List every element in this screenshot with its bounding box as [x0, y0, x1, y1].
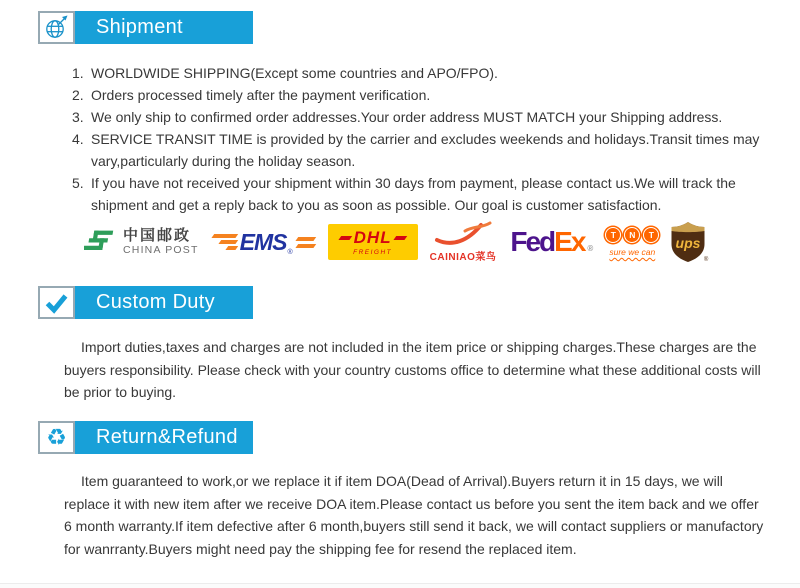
list-text: SERVICE TRANSIT TIME is provided by the carrier and excludes weekends and holidays.Transit times may vary,particularly during the holiday season.	[91, 131, 760, 169]
globe-arrow-icon	[43, 14, 70, 41]
fedex-fed-wordmark: Fed	[510, 226, 555, 257]
tnt-letter: T	[643, 227, 659, 243]
list-item	[72, 84, 772, 106]
shipment-icon-box	[38, 11, 75, 44]
carrier-logo-tnt	[605, 227, 659, 257]
list-text: If you have not received your shipment within 30 days from payment, please contact us.We will track the shipment and get a reply back to you as soon as possible. Our goal is customer satisfaction.	[91, 175, 736, 213]
list-number: 4.	[72, 131, 84, 147]
svg-text:ups: ups	[675, 235, 701, 251]
carrier-logo-ups	[670, 221, 709, 263]
tnt-letter: N	[624, 227, 640, 243]
custom-duty-icon-box	[38, 286, 75, 319]
section-title-custom-duty: Custom Duty	[75, 286, 253, 319]
fedex-registered-mark: ®	[587, 244, 594, 253]
list-item	[72, 106, 772, 128]
list-text: Orders processed timely after the payment verification.	[91, 87, 431, 103]
dhl-wordmark: DHL	[353, 228, 392, 247]
carrier-logo-ems	[213, 229, 315, 256]
ems-speed-lines-right-icon	[297, 237, 315, 248]
custom-duty-paragraph: Import duties,taxes and charges are not included in the item price or shipping charges.These charges are the buyers responsibility. Please check with your country customs office to determine what these additional costs will be prior to buying.	[64, 339, 761, 400]
shipment-section-header	[38, 11, 253, 44]
carrier-logo-row	[84, 214, 709, 270]
tnt-letter: T	[605, 227, 621, 243]
carrier-logo-fedex	[510, 226, 593, 258]
list-text: WORLDWIDE SHIPPING(Except some countries and APO/FPO).	[91, 65, 498, 81]
bottom-divider	[0, 583, 800, 588]
china-post-name-cn: 中国邮政	[123, 227, 192, 245]
ems-registered-mark: ®	[287, 248, 293, 256]
list-text: We only ship to confirmed order addresses.Your order address MUST MATCH your Shipping address.	[91, 109, 723, 125]
ups-shield-icon	[670, 221, 709, 263]
carrier-logo-china-post	[84, 225, 199, 259]
carrier-logo-dhl	[328, 224, 418, 260]
fedex-ex-wordmark: Ex	[554, 226, 585, 257]
check-icon	[44, 290, 69, 315]
list-item	[72, 128, 772, 172]
ems-wordmark: EMS	[239, 228, 287, 255]
shipment-list	[72, 62, 772, 216]
carrier-logo-cainiao	[430, 221, 497, 263]
list-number: 5.	[72, 175, 84, 191]
dhl-dash-icon	[338, 236, 351, 240]
tnt-circles-icon	[605, 227, 659, 243]
cainiao-wordmark: CAINIAO菜鸟	[429, 252, 497, 263]
recycle-icon: ♻	[46, 424, 67, 450]
return-refund-section-header	[38, 421, 253, 454]
return-refund-icon-box	[38, 421, 75, 454]
section-title-return-refund: Return&Refund	[75, 421, 253, 454]
tnt-tagline: sure we can	[609, 247, 656, 257]
ems-speed-lines-left-icon	[213, 234, 237, 250]
list-number: 2.	[72, 87, 84, 103]
china-post-name-en: CHINA POST	[123, 244, 199, 257]
china-post-emblem-icon	[84, 225, 118, 259]
return-refund-paragraph: Item guaranteed to work,or we replace it if item DOA(Dead of Arrival).Buyers return it in 15 days, we will replace it with new item after we receive DOA item.Please contact us before you sent the item back and we offer 6 month warranty.If item defective after 6 month,buyers still send it back, we will contact suppliers or manufactory for wanrranty.Buyers might need pay the shipping fee for resend the replaced item.	[64, 473, 764, 557]
cainiao-bird-icon	[434, 221, 492, 247]
dhl-freight-label: FREIGHT	[353, 249, 393, 256]
list-item	[72, 62, 772, 84]
section-title-shipment: Shipment	[75, 11, 253, 44]
list-number: 1.	[72, 65, 84, 81]
dhl-dash-icon	[393, 236, 406, 240]
ups-registered-mark: ®	[703, 257, 709, 263]
custom-duty-section-header	[38, 286, 253, 319]
list-number: 3.	[72, 109, 84, 125]
list-item	[72, 172, 772, 216]
